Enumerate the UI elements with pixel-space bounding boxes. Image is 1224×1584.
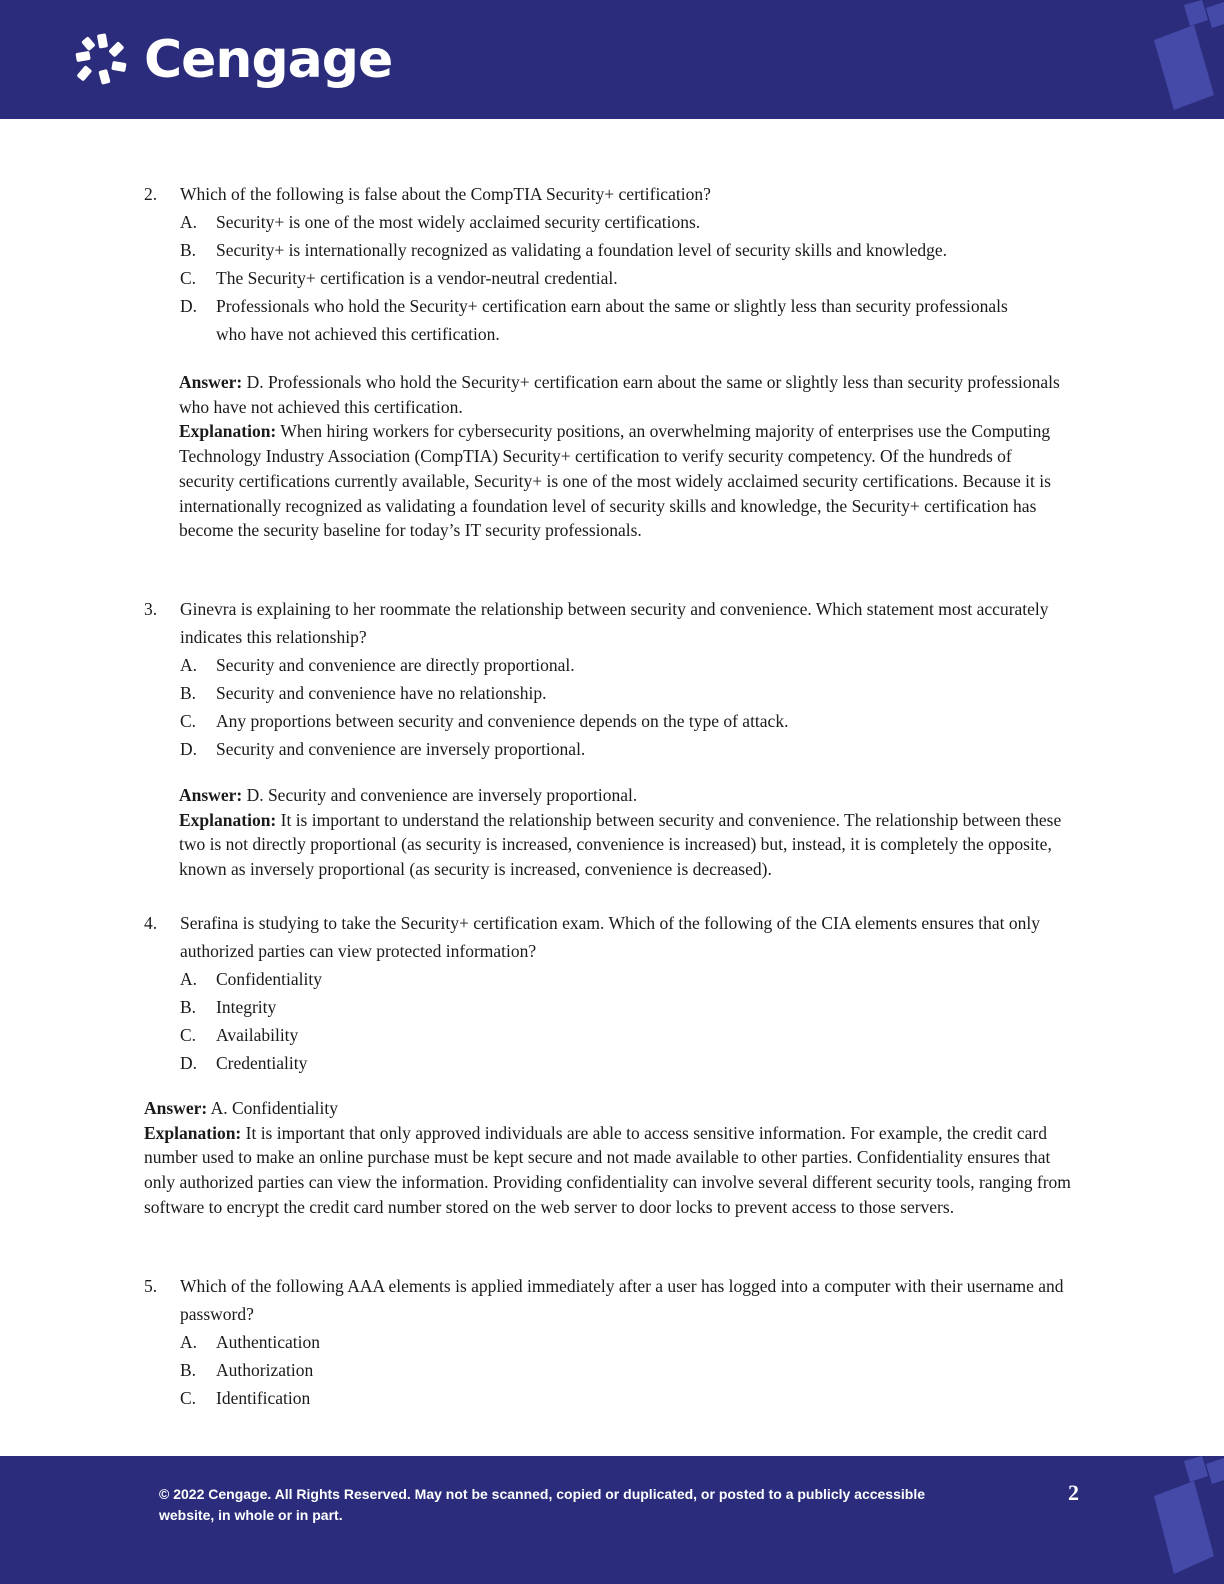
option-text: The Security+ certification is a vendor-neutral credential.: [216, 268, 618, 288]
option-letter: A.: [180, 969, 198, 989]
option-letter: D.: [180, 739, 198, 759]
explanation: [179, 808, 1079, 882]
option-a: [180, 1328, 1084, 1356]
option-c: [180, 1021, 1084, 1049]
option-a: [180, 965, 1084, 993]
option-b: [180, 993, 1084, 1021]
option-b: [180, 1356, 1084, 1384]
copyright-notice: © 2022 Cengage. All Rights Reserved. May not be scanned, copied or duplicated, or posted to a publicly accessible website, in whole or in part.: [159, 1486, 926, 1523]
option-letter: C.: [180, 711, 197, 731]
option-letter: C.: [180, 1388, 197, 1408]
option-letter: B.: [180, 240, 197, 260]
answer-text: D. Professionals who hold the Security+ certification earn about the same or slightly less than security professionals who have not achieved this certification.: [179, 372, 1060, 417]
explanation: [144, 1121, 1079, 1220]
question-number: 2.: [144, 184, 158, 204]
option-letter: C.: [180, 1025, 197, 1045]
option-b: [180, 679, 1084, 707]
answer-text: A. Confidentiality: [210, 1098, 338, 1118]
explanation-label: Explanation:: [144, 1122, 242, 1143]
question-text: Which of the following is false about the CompTIA Security+ certification?: [180, 184, 711, 204]
option-letter: C.: [180, 268, 197, 288]
page-number: 2: [1068, 1480, 1079, 1505]
option-c: [180, 707, 1084, 735]
option-b: [180, 236, 1084, 264]
explanation-text: It is important to understand the relationship between security and convenience. The relationship between these two is not directly proportional (as security is increased, convenience is increased) but, instead, it is completely the opposite, known as inversely proportional (as security is increased, convenience is decreased).: [179, 809, 1062, 880]
decorative-blocks-icon: [1144, 1456, 1224, 1584]
option-d: [180, 735, 1084, 763]
answer: [179, 370, 1069, 419]
option-letter: B.: [180, 1360, 197, 1380]
option-letter: A.: [180, 1332, 198, 1352]
explanation-label: Explanation:: [179, 809, 277, 830]
question-text: Serafina is studying to take the Security+ certification exam. Which of the following of the CIA elements ensures that only authorized parties can view protected information?: [180, 913, 1041, 961]
option-text: Integrity: [216, 997, 277, 1017]
question-number: 4.: [144, 913, 158, 933]
option-text: Security and convenience are directly proportional.: [216, 655, 575, 675]
explanation-label: Explanation:: [179, 421, 277, 442]
option-text: Security+ is internationally recognized as validating a foundation level of security skills and knowledge.: [216, 240, 948, 260]
explanation-text: When hiring workers for cybersecurity positions, an overwhelming majority of enterprises use the Computing Technology Industry Association (CompTIA) Security+ certification to verify security competency. Of the hundreds of security certifications currently available, Security+ is one of the most widely acclaimed security certifications. Because it is internationally recognized as validating a foundation level of security skills and knowledge, the Security+ certification has become the security baseline for today’s IT security professionals.: [179, 421, 1051, 541]
option-c: [180, 264, 1084, 292]
answer-label: Answer:: [179, 785, 243, 805]
option-text: Professionals who hold the Security+ certification earn about the same or slightly less than security professionals who have not achieved this certification.: [216, 296, 1008, 344]
option-text: Identification: [216, 1388, 311, 1408]
answer-label: Answer:: [179, 372, 243, 392]
option-text: Security+ is one of the most widely acclaimed security certifications.: [216, 212, 701, 232]
option-text: Authentication: [216, 1332, 321, 1352]
cengage-logo: [72, 30, 392, 90]
answer-text: D. Security and convenience are inversely proportional.: [246, 785, 638, 805]
explanation: [179, 419, 1069, 543]
answer-block-3: [179, 783, 1079, 882]
answer: [179, 783, 1079, 808]
cengage-starburst-icon: [72, 30, 132, 90]
question-5: [144, 1272, 1084, 1412]
option-text: Credentiality: [216, 1053, 308, 1073]
option-d: [180, 1049, 1084, 1077]
question-text: Ginevra is explaining to her roommate the relationship between security and convenience. Which statement most accurately indicates this relationship?: [180, 599, 1049, 647]
question-number: 3.: [144, 599, 158, 619]
page-header: [0, 0, 1224, 119]
option-a: [180, 651, 1084, 679]
option-d: [180, 292, 1084, 348]
option-text: Availability: [216, 1025, 299, 1045]
answer-label: Answer:: [144, 1098, 208, 1118]
answer-block-4: [144, 1096, 1079, 1220]
question-number: 5.: [144, 1276, 158, 1296]
question-text: Which of the following AAA elements is applied immediately after a user has logged into a computer with their username and password?: [180, 1276, 1064, 1324]
option-letter: A.: [180, 212, 198, 232]
page-footer: [0, 1456, 1224, 1584]
brand-name: Cengage: [144, 30, 393, 90]
option-letter: B.: [180, 683, 197, 703]
option-letter: D.: [180, 296, 198, 316]
option-text: Authorization: [216, 1360, 314, 1380]
option-text: Confidentiality: [216, 969, 322, 989]
question-3: [144, 595, 1084, 763]
explanation-text: It is important that only approved individuals are able to access sensitive information. For example, the credit card number used to make an online purchase must be kept secure and not made available to other parties. Confidentiality ensures that only authorized parties can view the information. Providing confidentiality can involve several different security tools, ranging from software to encrypt the credit card number stored on the web server to door locks to prevent access to those servers.: [144, 1122, 1071, 1217]
option-text: Security and convenience are inversely proportional.: [216, 739, 586, 759]
option-text: Security and convenience have no relationship.: [216, 683, 547, 703]
option-a: [180, 208, 1084, 236]
decorative-blocks-icon: [1144, 0, 1224, 119]
answer: [144, 1096, 1079, 1121]
question-2: [144, 180, 1084, 348]
option-c: [180, 1384, 1084, 1412]
question-4: [144, 909, 1084, 1077]
answer-block-2: [179, 370, 1069, 543]
option-letter: A.: [180, 655, 198, 675]
option-text: Any proportions between security and convenience depends on the type of attack.: [216, 711, 789, 731]
option-letter: B.: [180, 997, 197, 1017]
option-letter: D.: [180, 1053, 198, 1073]
